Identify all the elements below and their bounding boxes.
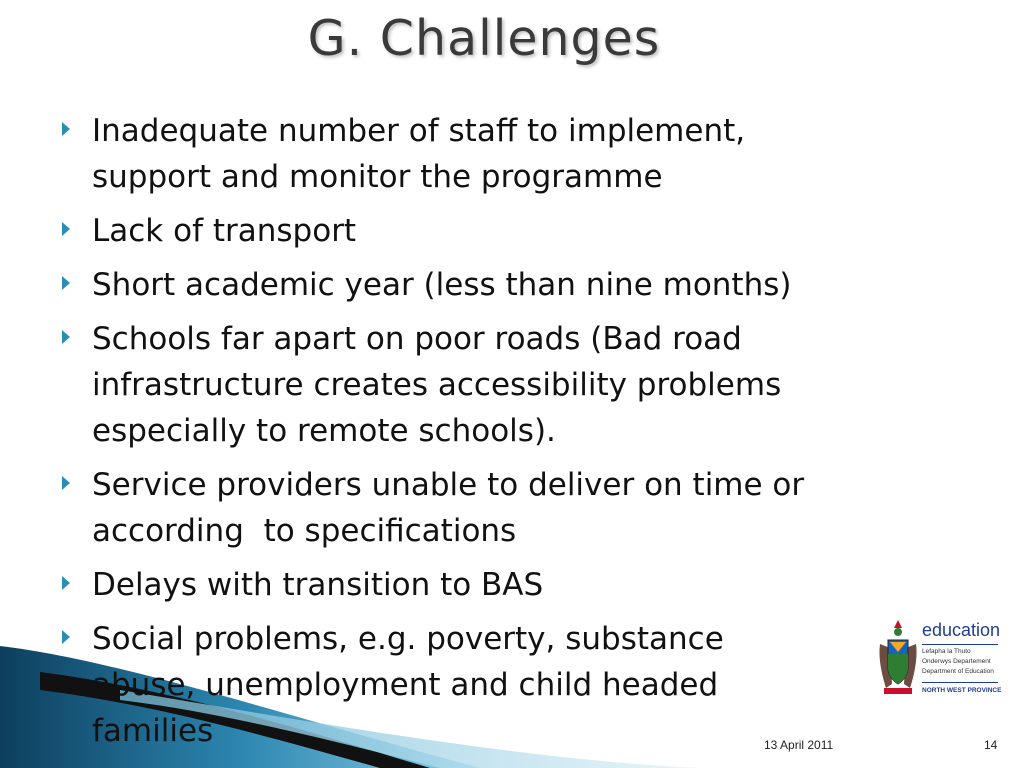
triangle-arrow-icon: [62, 576, 70, 590]
logo-divider: [922, 644, 998, 645]
list-item: [60, 616, 960, 754]
education-logo: [876, 614, 1002, 702]
triangle-arrow-icon: [62, 276, 70, 290]
logo-province: NORTH WEST PROVINCE: [922, 687, 1002, 694]
logo-line: Department of Education: [922, 668, 994, 675]
bullet-list: [60, 108, 960, 762]
logo-divider: [922, 682, 998, 683]
triangle-arrow-icon: [62, 476, 70, 490]
logo-line: Lefapha la Thuto: [922, 648, 971, 655]
list-item: [60, 462, 960, 554]
logo-line: Onderwys Departement: [922, 658, 991, 665]
triangle-arrow-icon: [62, 122, 70, 136]
bullet-text: Social problems, e.g. poverty, substance abuse, unemployment and child headed families: [92, 621, 724, 749]
list-item: [60, 262, 960, 308]
bullet-text: Schools far apart on poor roads (Bad road infrastructure creates accessibility problems especially to remote schools).: [92, 321, 782, 449]
bullet-text: Delays with transition to BAS: [92, 567, 544, 603]
bullet-text: Inadequate number of staff to implement, support and monitor the programme: [92, 113, 746, 195]
bullet-text: Short academic year (less than nine months): [92, 267, 792, 303]
list-item: [60, 108, 960, 200]
triangle-arrow-icon: [62, 630, 70, 644]
bullet-text: Service providers unable to deliver on time or according to specifications: [92, 467, 805, 549]
list-item: [60, 562, 960, 608]
triangle-arrow-icon: [62, 222, 70, 236]
page-number: 14: [984, 738, 998, 752]
list-item: [60, 316, 960, 454]
coat-of-arms-icon: [876, 618, 920, 698]
logo-wordmark: education: [922, 620, 1001, 640]
triangle-arrow-icon: [62, 330, 70, 344]
bullet-text: Lack of transport: [92, 213, 357, 249]
list-item: [60, 208, 960, 254]
slide-title: G. Challenges: [307, 10, 661, 67]
footer-date: 13 April 2011: [764, 738, 834, 752]
